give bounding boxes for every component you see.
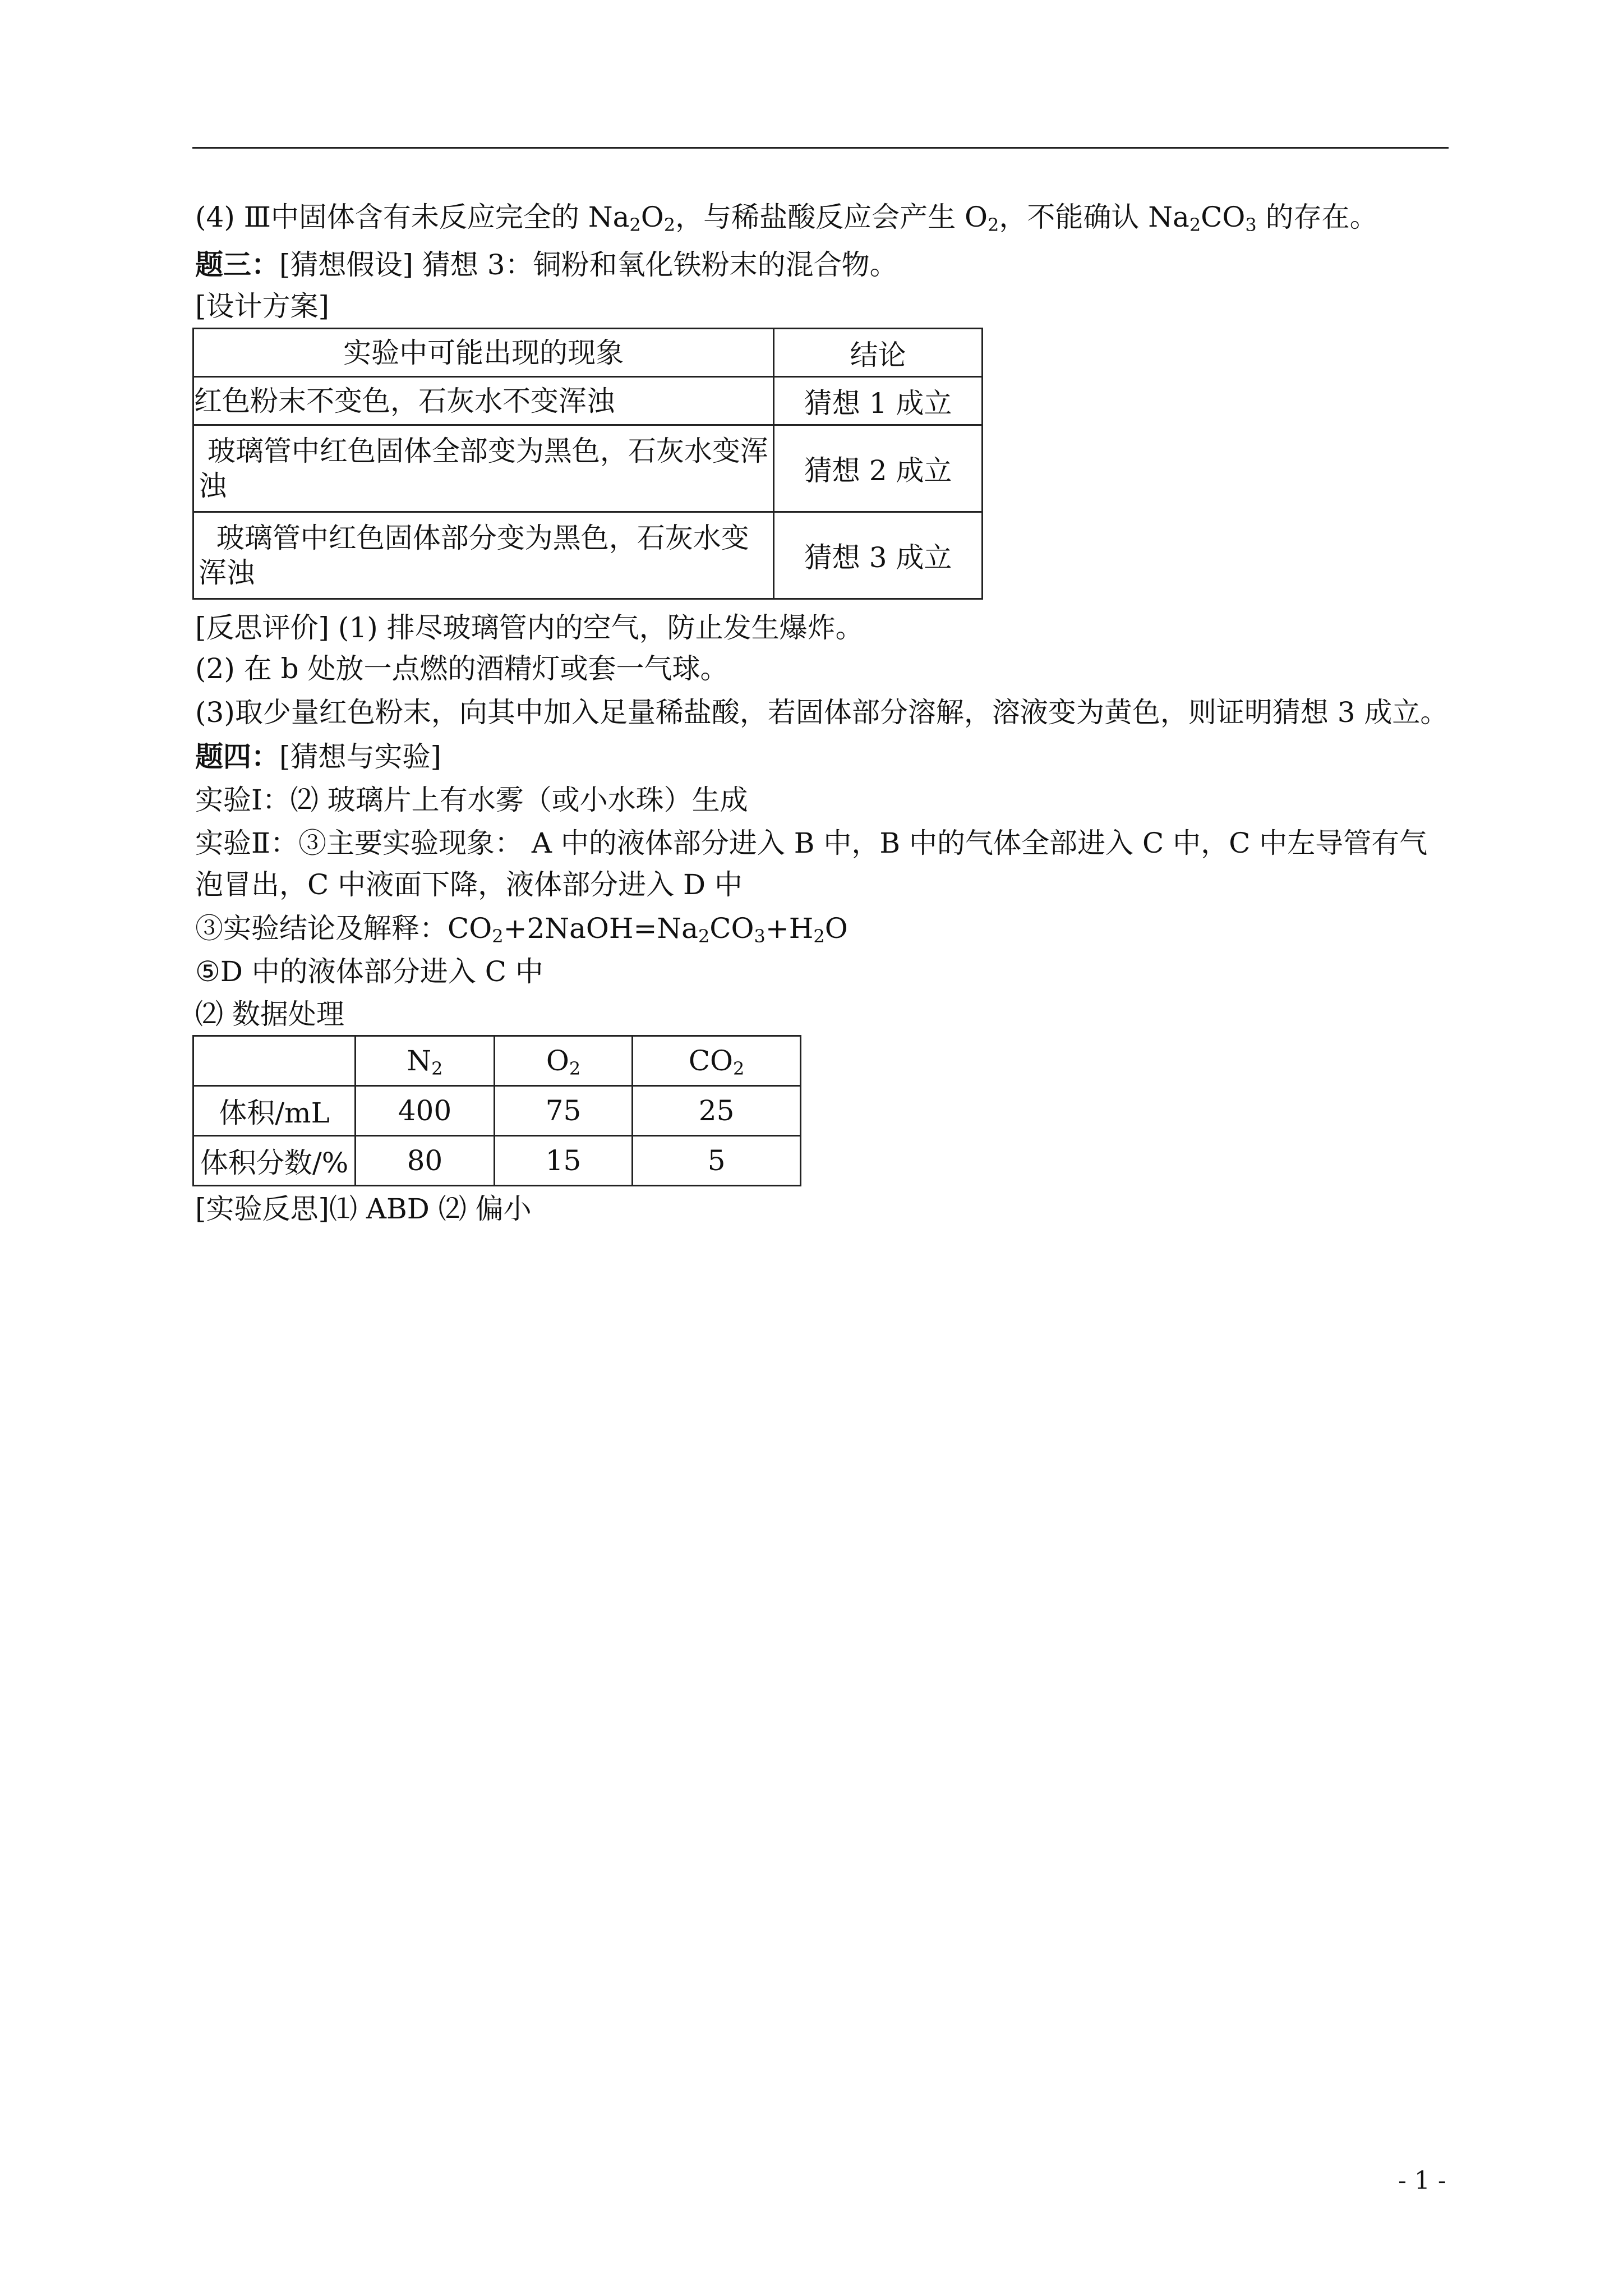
table-row (193, 425, 983, 512)
question-3-heading: 题三：[猜想假设] 猜想 3：铜粉和氧化铁粉末的混合物。 (195, 248, 898, 281)
table-cell: 猜想 1 成立 (774, 377, 983, 425)
page-number: - 1 - (1398, 2166, 1446, 2195)
table-header-row (193, 1036, 801, 1086)
question-4-heading: 题四：[猜想与实验] (195, 740, 442, 773)
table-cell: 玻璃管中红色固体部分变为黑色，石灰水变浑浊 (193, 512, 774, 599)
gas-data-table (192, 1035, 801, 1186)
table-row (193, 1136, 801, 1186)
table-cell: 25 (633, 1086, 801, 1136)
table-cell: 玻璃管中红色固体全部变为黑色，石灰水变浑浊 (193, 425, 774, 512)
table-cell: 400 (356, 1086, 495, 1136)
table-cell: 体积/mL (193, 1086, 356, 1136)
conclusion-equation-line: ③实验结论及解释：$CO_2+2NaOH=Na_2CO_3+H_2O$ (195, 912, 848, 947)
table-cell: 猜想 3 成立 (774, 512, 983, 599)
table-cell: 红色粉末不变色，石灰水不变浑浊 (193, 377, 774, 425)
design-plan-label: [设计方案] (195, 290, 330, 323)
table-header-cell: 实验中可能出现的现象 (193, 329, 774, 377)
table-cell: 5 (633, 1136, 801, 1186)
table-header-cell: $CO_2$ (633, 1036, 801, 1086)
table-header-cell (193, 1036, 356, 1086)
table-row (193, 512, 983, 599)
table-cell: 15 (494, 1136, 632, 1186)
table-cell: 猜想 2 成立 (774, 425, 983, 512)
reflection-line-2: (2) 在 b 处放一点燃的酒精灯或套一气球。 (195, 652, 728, 685)
observation-5-line: ⑤D 中的液体部分进入 C 中 (195, 955, 543, 988)
table-header-cell: $O_2$ (494, 1036, 632, 1086)
table-header-row (193, 329, 983, 377)
experiment-reflection-line: [实验反思]⑴ ABD ⑵ 偏小 (195, 1193, 532, 1225)
experiment-1-line: 实验Ⅰ：⑵ 玻璃片上有水雾（或小水珠）生成 (195, 784, 748, 816)
reflection-line-1: [反思评价] (1) 排尽玻璃管内的空气，防止发生爆炸。 (195, 611, 864, 644)
experiment-2-line: 实验Ⅱ：③主要实验现象： A 中的液体部分进入 B 中，B 中的气体全部进入 C 中，C 中左导管有气 (195, 827, 1428, 859)
table-row (193, 1086, 801, 1136)
table-header-cell: 结论 (774, 329, 983, 377)
experiment-2-line-cont: 泡冒出，C 中液面下降，液体部分进入 D 中 (195, 868, 743, 901)
table-cell: 75 (494, 1086, 632, 1136)
table-cell: 80 (356, 1136, 495, 1186)
header-rule (192, 147, 1449, 149)
reflection-line-3: (3)取少量红色粉末，向其中加入足量稀盐酸，若固体部分溶解，溶液变为黄色，则证明猜想 3 成立。 (195, 696, 1449, 729)
data-processing-label: ⑵ 数据处理 (195, 998, 344, 1030)
answer-line-4: (4) Ⅲ中固体含有未反应完全的 $Na_2O_2$，与稀盐酸反应会产生 $O_2$，不能确认 $Na_2CO_3$ 的存在。 (195, 201, 1378, 236)
design-plan-table (192, 328, 983, 600)
table-header-cell: $N_2$ (356, 1036, 495, 1086)
table-row (193, 377, 983, 425)
table-cell: 体积分数/% (193, 1136, 356, 1186)
